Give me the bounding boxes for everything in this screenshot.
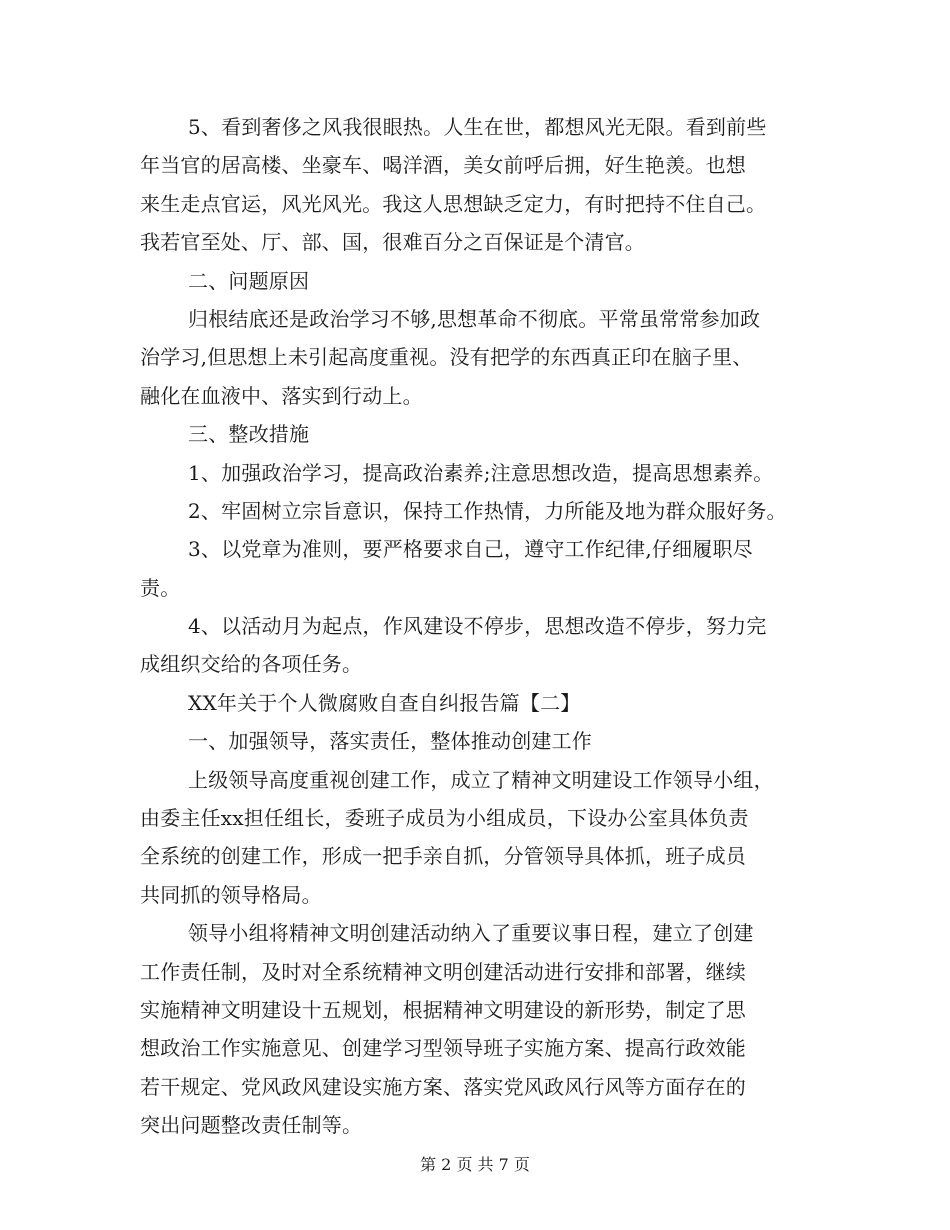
text-line: 二、问题原因 — [188, 268, 310, 293]
text-line: 想政治工作实施意见、创建学习型领导班子实施方案、提高行政效能 — [140, 1036, 746, 1061]
text-line: 5、看到奢侈之风我很眼热。人生在世，都想风光无限。看到前些 — [188, 115, 767, 139]
text-line: 责。 — [140, 575, 181, 600]
text-line: 融化在血液中、落实到行动上。 — [140, 383, 423, 408]
text-line: 若干规定、党风政风建设实施方案、落实党风政风行风等方面存在的 — [140, 1074, 746, 1099]
text-line: 共同抓的领导格局。 — [140, 882, 322, 907]
text-line: 工作责任制，及时对全系统精神文明创建活动进行安排和部署，继续 — [140, 959, 746, 984]
text-line: 上级领导高度重视创建工作，成立了精神文明建设工作领导小组， — [188, 767, 774, 792]
document-body — [140, 108, 820, 1145]
text-line: 我若官至处、厅、部、国，很难百分之百保证是个清官。 — [140, 230, 645, 255]
text-line: 年当官的居高楼、坐豪车、喝洋酒，美女前呼后拥，好生艳羡。也想 — [140, 153, 746, 178]
text-line: 3、以党章为准则，要严格要求自己，遵守工作纪律,仔细履职尽 — [188, 537, 753, 562]
text-line: 1、加强政治学习，提高政治素养;注意思想改造，提高思想素养。 — [188, 460, 774, 485]
text-line: 领导小组将精神文明创建活动纳入了重要议事日程，建立了创建 — [188, 921, 754, 946]
text-line: 突出问题整改责任制等。 — [140, 1113, 363, 1138]
page-footer: 第 2 页 共 7 页 — [420, 1155, 530, 1174]
text-line: 归根结底还是政治学习不够,思想革命不彻底。平常虽常常参加政 — [188, 306, 761, 331]
text-line: 来生走点官运，风光风光。我这人思想缺乏定力，有时把持不住自己。 — [140, 191, 767, 216]
text-line: 治学习,但思想上未引起高度重视。没有把学的东西真正印在脑子里、 — [140, 345, 753, 370]
text-line: 4、以活动月为起点，作风建设不停步，思想改造不停步，努力完 — [188, 614, 767, 639]
text-line: XX年关于个人微腐败自查自纠报告篇【二】 — [188, 690, 581, 715]
text-line: 2、牢固树立宗旨意识，保持工作热情，力所能及地为群众服好务。 — [188, 498, 787, 523]
text-line: 成组织交给的各项任务。 — [140, 652, 363, 677]
text-line: 由委主任xx担任组长，委班子成员为小组成员，下设办公室具体负责 — [140, 806, 749, 831]
text-line: 一、加强领导，落实责任，整体推动创建工作 — [188, 729, 592, 754]
text-line: 实施精神文明建设十五规划，根据精神文明建设的新形势，制定了思 — [140, 997, 746, 1022]
text-line: 三、整改措施 — [188, 422, 310, 447]
text-line: 全系统的创建工作，形成一把手亲自抓，分管领导具体抓，班子成员 — [140, 844, 746, 869]
